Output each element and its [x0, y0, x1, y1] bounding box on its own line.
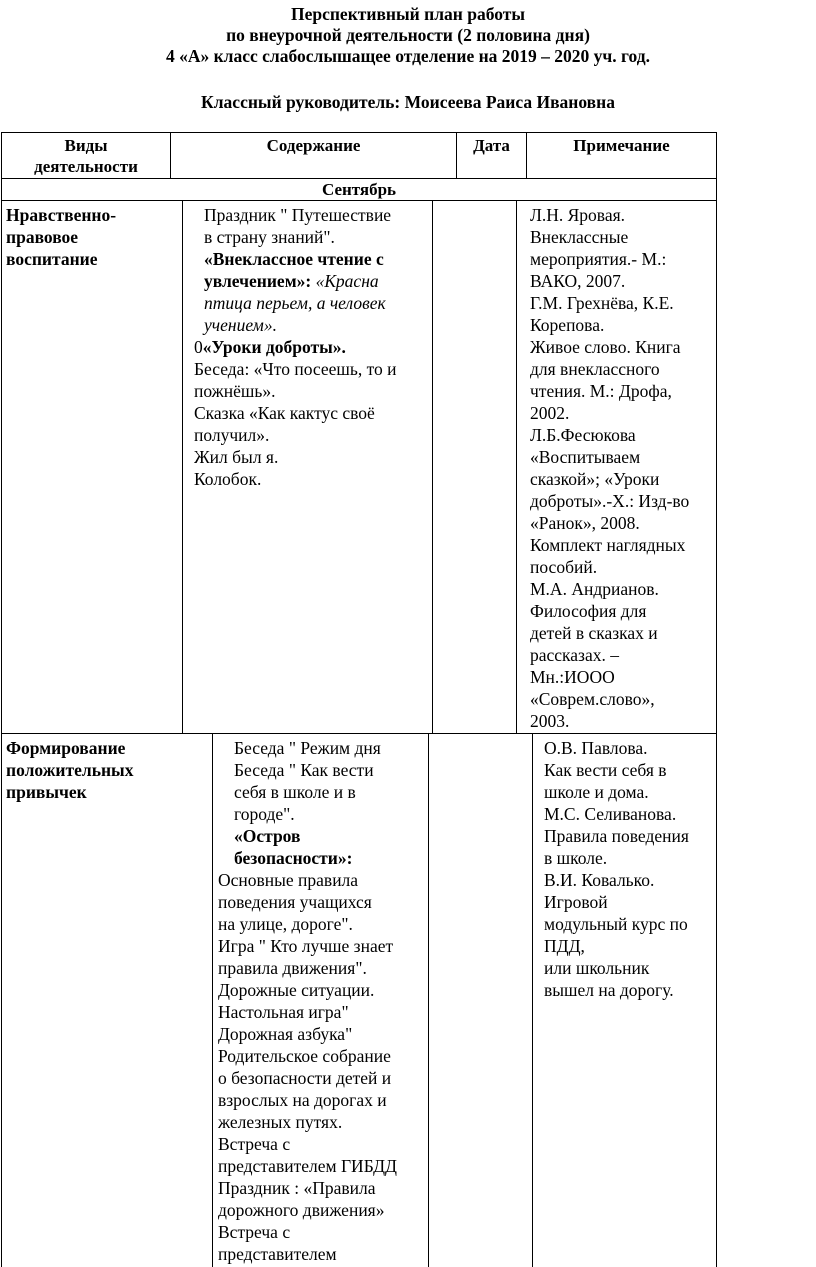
row2-kind-line1: Формирование — [6, 738, 126, 758]
row2-content-line: железных путях. — [218, 1112, 343, 1132]
row1-note-line: сказкой»; «Уроки — [530, 469, 660, 489]
row2-note-line: Игровой — [544, 892, 608, 912]
row1-content-line — [194, 336, 430, 358]
row1-note-line: 2002. — [530, 403, 570, 423]
row2-kind-line3: привычек — [6, 782, 87, 802]
row1-note-line: Мн.:ИООО — [530, 667, 615, 687]
row2-note-line: школе и дома. — [544, 782, 649, 802]
col-header-content: Содержание — [266, 136, 361, 155]
row1-content-line: Праздник " Путешествие — [204, 205, 392, 225]
row2-content-line: Беседа " Как вести — [234, 760, 374, 780]
col-header-notes: Примечание — [573, 136, 670, 155]
row1-content-plain: 0 — [194, 337, 203, 357]
col-header-kinds-line2: деятельности — [34, 157, 138, 176]
row1-note-line: ВАКО, 2007. — [530, 271, 626, 291]
row2-content-line: Беседа " Режим дня — [234, 738, 381, 758]
row2-content-line: безопасности»: — [234, 848, 353, 868]
row1-note-line: Внеклассные — [530, 227, 629, 247]
row1-content-line: в страну знаний". — [204, 227, 335, 247]
row2-content-line: правила движения". — [218, 958, 367, 978]
row2-content-line: Настольная игра" — [218, 1002, 349, 1022]
row1-content-line: Сказка «Как кактус своё — [194, 403, 375, 423]
row1-notes — [530, 204, 714, 732]
col-header-kinds — [2, 135, 170, 177]
col-header-kinds-line1: Виды — [64, 136, 108, 155]
row2-content-line: Праздник : «Правила — [218, 1178, 376, 1198]
row1-note-line: детей в сказках и — [530, 623, 658, 643]
row1-kind-line1: Нравственно- — [6, 205, 117, 225]
row1-col-sep-2 — [432, 200, 433, 733]
row2-note-line: ПДД, — [544, 936, 585, 956]
plan-subtitle: по внеурочной деятельности (2 половина дня) — [226, 25, 590, 45]
row2-content-line: дорожного движения» — [218, 1200, 385, 1220]
row1-note-line: рассказах. – — [530, 645, 619, 665]
class-teacher: Классный руководитель: Моисеева Раиса Ивановна — [201, 92, 615, 112]
row1-content-line: Беседа: «Что посеешь, то и — [194, 359, 397, 379]
row2-note-line: О.В. Павлова. — [544, 738, 648, 758]
row2-content-line: Встреча с — [218, 1222, 291, 1242]
row2-content-line: Встреча с — [218, 1134, 291, 1154]
row-divider — [1, 733, 717, 734]
row1-kind — [6, 204, 180, 270]
row2-note-line: вышел на дорогу. — [544, 980, 674, 1000]
table-border-left — [1, 132, 2, 1267]
row1-content-bold: увлечением»: — [204, 271, 316, 291]
row1-note-line: М.А. Андрианов. — [530, 579, 659, 599]
row2-note-line: модульный курс по — [544, 914, 688, 934]
row2-col-sep-2 — [428, 733, 429, 1267]
row1-col-sep-3 — [516, 200, 517, 733]
row1-note-line: «Соврем.слово», — [530, 689, 655, 709]
row1-note-line: Л.Б.Фесюкова — [530, 425, 636, 445]
row2-notes — [544, 737, 714, 1001]
row2-content-line: Игра " Кто лучше знает — [218, 936, 394, 956]
row1-content-line: учением». — [204, 315, 277, 335]
row1-content-line: Жил был я. — [194, 447, 279, 467]
row2-col-sep-3 — [532, 733, 533, 1267]
row2-content-line: себя в школе и в — [234, 782, 356, 802]
row1-note-line: Г.М. Грехнёва, К.Е. — [530, 293, 674, 313]
row1-content — [194, 204, 430, 490]
row1-content-line: получил». — [194, 425, 270, 445]
row1-note-line: «Воспитываем — [530, 447, 641, 467]
row2-content-line: «Остров — [234, 826, 301, 846]
table-border-right — [716, 132, 717, 1267]
row2-content-line: городе". — [234, 804, 295, 824]
row1-note-line: пособий. — [530, 557, 598, 577]
row1-note-line: Л.Н. Яровая. — [530, 205, 626, 225]
col-header-date: Дата — [473, 136, 510, 155]
row2-note-line: М.С. Селиванова. — [544, 804, 677, 824]
row1-note-line: 2003. — [530, 711, 570, 731]
row2-note-line: в школе. — [544, 848, 608, 868]
row2-content-line: о безопасности детей и — [218, 1068, 392, 1088]
row2-content-line: взрослых на дорогах и — [218, 1090, 387, 1110]
row1-note-line: мероприятия.- М.: — [530, 249, 667, 269]
row2-content-line: Дорожные ситуации. — [218, 980, 375, 1000]
table-border-top — [1, 132, 717, 133]
plan-title: Перспективный план работы — [290, 4, 526, 24]
row1-note-line: Философия для — [530, 601, 647, 621]
row2-note-line: или школьник — [544, 958, 650, 978]
row2-content-line: представителем ГИБДД — [218, 1156, 397, 1176]
row2-content-line: Дорожная азбука" — [218, 1024, 353, 1044]
row2-note-line: Как вести себя в — [544, 760, 667, 780]
row1-content-line: пожнёшь». — [194, 381, 276, 401]
row1-content-line: птица перьем, а человек — [204, 293, 386, 313]
month-row-divider — [1, 200, 717, 201]
row2-content-line: Родительское собрание — [218, 1046, 391, 1066]
row2-kind — [6, 737, 210, 803]
row1-content-italic: «Красна — [315, 271, 379, 291]
row2-kind-line2: положительных — [6, 760, 134, 780]
row1-kind-line2: правовое — [6, 227, 79, 247]
month-label: Сентябрь — [321, 180, 397, 199]
row1-note-line: «Ранок», 2008. — [530, 513, 640, 533]
row1-note-line: Живое слово. Книга — [530, 337, 681, 357]
row1-content-line — [194, 270, 430, 292]
row1-note-line: доброты».-Х.: Изд-во — [530, 491, 690, 511]
row1-note-line: Корепова. — [530, 315, 605, 335]
row1-kind-line3: воспитание — [6, 249, 98, 269]
row1-col-sep-1 — [182, 200, 183, 733]
row1-content-bold: «Уроки доброты». — [202, 337, 346, 357]
row2-content-line: представителем — [218, 1244, 337, 1264]
row1-note-line: Комплект наглядных — [530, 535, 686, 555]
row2-content-line: поведения учащихся — [218, 892, 372, 912]
row2-content-line: на улице, дороге". — [218, 914, 353, 934]
row2-content-line: Основные правила — [218, 870, 359, 890]
row1-content-line: «Внеклассное чтение с — [204, 249, 384, 269]
row2-col-sep-1 — [212, 733, 213, 1267]
row2-note-line: В.И. Ковалько. — [544, 870, 655, 890]
row1-note-line: для внеклассного — [530, 359, 660, 379]
row1-note-line: чтения. М.: Дрофа, — [530, 381, 672, 401]
plan-class-year: 4 «А» класс слабослышащее отделение на 2019 – 2020 уч. год. — [165, 46, 651, 66]
row2-note-line: Правила поведения — [544, 826, 689, 846]
row1-content-line: Колобок. — [194, 469, 262, 489]
row2-content — [218, 737, 426, 1265]
